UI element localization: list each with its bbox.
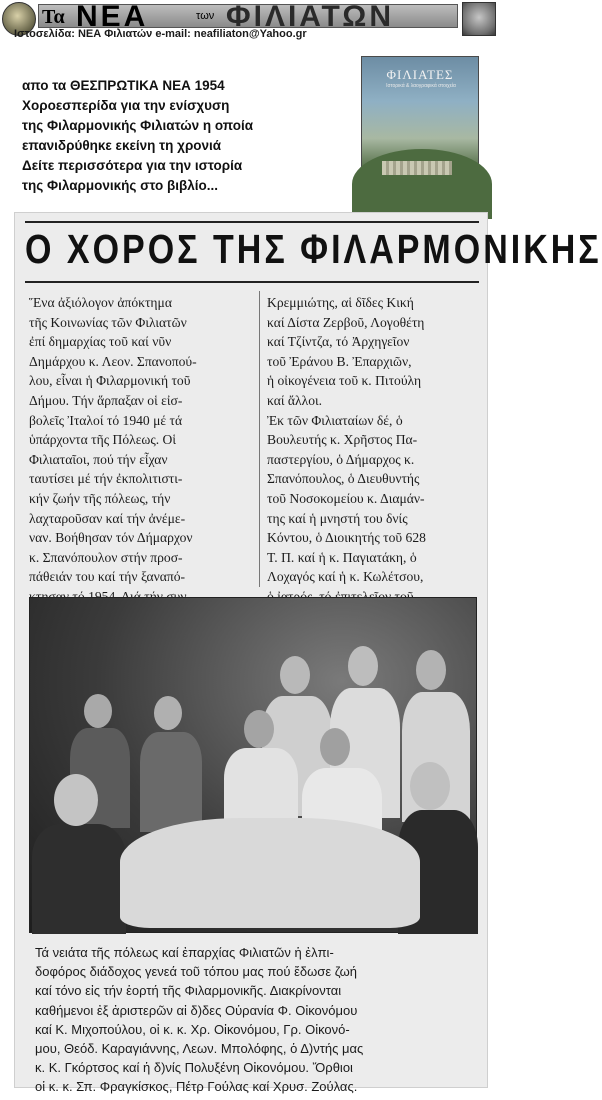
photo-figure [140, 732, 202, 832]
intro-text [22, 76, 358, 196]
photo-figure [410, 762, 450, 810]
photo-figure [416, 650, 446, 690]
article-line: τοῦ Ἐράνου Β. Ἐπαρχιῶν, [267, 353, 412, 369]
site-info-line[interactable]: Ιστοσελίδα: ΝΕΑ Φιλιατών e-mail: neafiliaton@Yahoo.gr [14, 28, 307, 40]
article-line: ὑπάρχοντα τῆς Πόλεως. Οἱ [29, 432, 177, 448]
caption-line: δοφόρος διάδοχος γενεά τοῦ τόπου μας πού ἔδωσε ζωή [35, 964, 357, 980]
article-line: καί Τζίντζα, τό Ἀρχηγεῖον [267, 334, 410, 350]
article-line: τοῦ Νοσοκομείου κ. Διαμάν- [267, 490, 425, 506]
article-line: Βουλευτής κ. Χρῆστος Πα- [267, 432, 418, 448]
article-line: Σπανόπουλος, ὁ Διευθυντής [267, 471, 420, 487]
newspaper-clipping [14, 212, 602, 1095]
article-line: Τ. Π. καί ἡ κ. Παγιατάκη, ὁ [267, 549, 417, 565]
article-line: λαχταροῦσαν καί τήν ἀνέμε- [29, 510, 186, 526]
photo-figure [84, 694, 112, 728]
book-landscape [352, 149, 492, 219]
masthead-small-word: των [196, 10, 215, 22]
photo-table [120, 818, 420, 928]
masthead [0, 0, 502, 40]
article-line: Κρεμμιώτης, αἱ δῖδες Κική [267, 295, 414, 310]
article-line: ναν. Βοήθησαν τόν Δήμαρχον [29, 530, 193, 546]
article-line: Δημάρχου κ. Λεον. Σπανοπού- [29, 353, 197, 369]
article-line: Δήμου. Τήν ἅρπαξαν οἱ εἰσ- [29, 392, 183, 408]
article-line: κ. Σπανόπουλον στήν προσ- [29, 549, 183, 565]
photo-figure [348, 646, 378, 686]
column-divider [259, 291, 260, 587]
masthead-prefix: Τα [42, 6, 65, 28]
photo-figure [280, 656, 310, 694]
caption-line: μου, Θεόδ. Καραγιάννης, Λεων. Μπολόφης, ὁ Δ)ντής μας [35, 1041, 364, 1057]
photo-figure [320, 728, 350, 766]
article-line: ἡ οἰκογένεια τοῦ κ. Πιτούλη [267, 373, 422, 389]
book-town [382, 161, 452, 175]
photo-figure [154, 696, 182, 730]
article-headline: Ο ΧΟΡΟΣ ΤΗΣ ΦΙΛΑΡΜΟΝΙΚΗΣ [25, 227, 602, 273]
masthead-word-filiaton: ΦΙΛΙΑΤΩΝ [226, 0, 394, 33]
intro-line: απο τα ΘΕΣΠΡΩΤΙΚΑ ΝΕΑ 1954 [22, 78, 225, 93]
article-line: ἐπί δημαρχίας τοῦ καί νῦν [29, 334, 172, 350]
headline-box [25, 221, 602, 283]
photo-caption [35, 943, 475, 1097]
caption-line: καθήμενοι ἐξ ἀριστερῶν αἱ δ)δες Οὐρανία Φ. Οἰκονόμου [35, 1002, 358, 1018]
intro-line: Χοροεσπερίδα για την ενίσχυση [22, 98, 230, 113]
article-line: λου, εἶναι ἡ Φιλαρμονική τοῦ [29, 373, 191, 389]
article-line: πάθειάν του καί τήν ξαναπό- [29, 569, 186, 585]
event-photo [29, 597, 477, 933]
photo-figure [32, 824, 126, 934]
intro-line: της Φιλαρμονικής Φιλιατών η οποία [22, 118, 254, 133]
book-title: ΦΙΛΙΑΤΕΣ [386, 67, 454, 82]
caption-line: οἱ κ. κ. Σπ. Φραγκίσκος, Πέτρ Γούλας καί Χρυσ. Ζούλας. [35, 1079, 358, 1095]
intro-line: επανιδρύθηκε εκείνη τη χρονιά [22, 138, 222, 153]
article-line: Λοχαγός καί ἡ κ. Κωλέτσου, [267, 569, 424, 585]
photo-figure [54, 774, 98, 826]
article-line: καί Δίστα Ζερβοῦ, Λογοθέτη [267, 314, 425, 330]
article-line: Κόντου, ὁ Διοικητής τοῦ 628 [267, 530, 426, 546]
article-line: καί ἄλλοι. [267, 392, 323, 408]
intro-line: Δείτε περισσότερα για την ιστορία [22, 158, 243, 173]
article-column-right [267, 293, 481, 607]
caption-line: κ. Κ. Γκόρτσος καί ἡ δ)νίς Πολυξένη Οἰκονόμου. Ὄρθιοι [35, 1060, 353, 1076]
crest-icon [462, 2, 496, 36]
caption-line: καί τόνο εἰς τήν ἑορτή τῆς Φιλαρμονικῆς. Διακρίνονται [35, 983, 342, 999]
article-line: Ἕνα ἀξιόλογον ἀπόκτημα [29, 295, 172, 310]
article-line: της καί ἡ μνηστή του δνίς [267, 510, 408, 526]
article-line: βολεῖς Ἰταλοί τό 1940 μέ τά [29, 412, 183, 428]
article-line: τῆς Κοινωνίας τῶν Φιλιατῶν [29, 314, 187, 330]
caption-line: Τά νειάτα τῆς πόλεως καί ἐπαρχίας Φιλιατῶν ἡ ἐλπι- [35, 945, 334, 960]
book-cover-image[interactable] [361, 56, 479, 206]
article-line: ταυτίσει μέ τήν ἐκπολιτιστι- [29, 471, 183, 487]
article-column-left [29, 293, 255, 607]
intro-line: της Φιλαρμονικής στο βιβλίο... [22, 178, 219, 193]
photo-figure [244, 710, 274, 748]
article-line: παστεργίου, ὁ Δήμαρχος κ. [267, 451, 415, 467]
article-line: Φιλιαταῖοι, πού τήν εἶχαν [29, 451, 168, 467]
article-line: κήν ζωήν τῆς πόλεως, τήν [29, 490, 171, 506]
masthead-word-nea: ΝΕΑ [76, 0, 149, 33]
book-subtitle: Ιστορικά & λαογραφικά στοιχεία [386, 83, 456, 89]
caption-line: καί Κ. Μιχοπούλου, οἱ κ. κ. Χρ. Οἰκονόμου, Γρ. Οἰκονό- [35, 1021, 350, 1037]
article-line: Ἐκ τῶν Φιλιαταίων δέ, ὁ [267, 412, 403, 428]
